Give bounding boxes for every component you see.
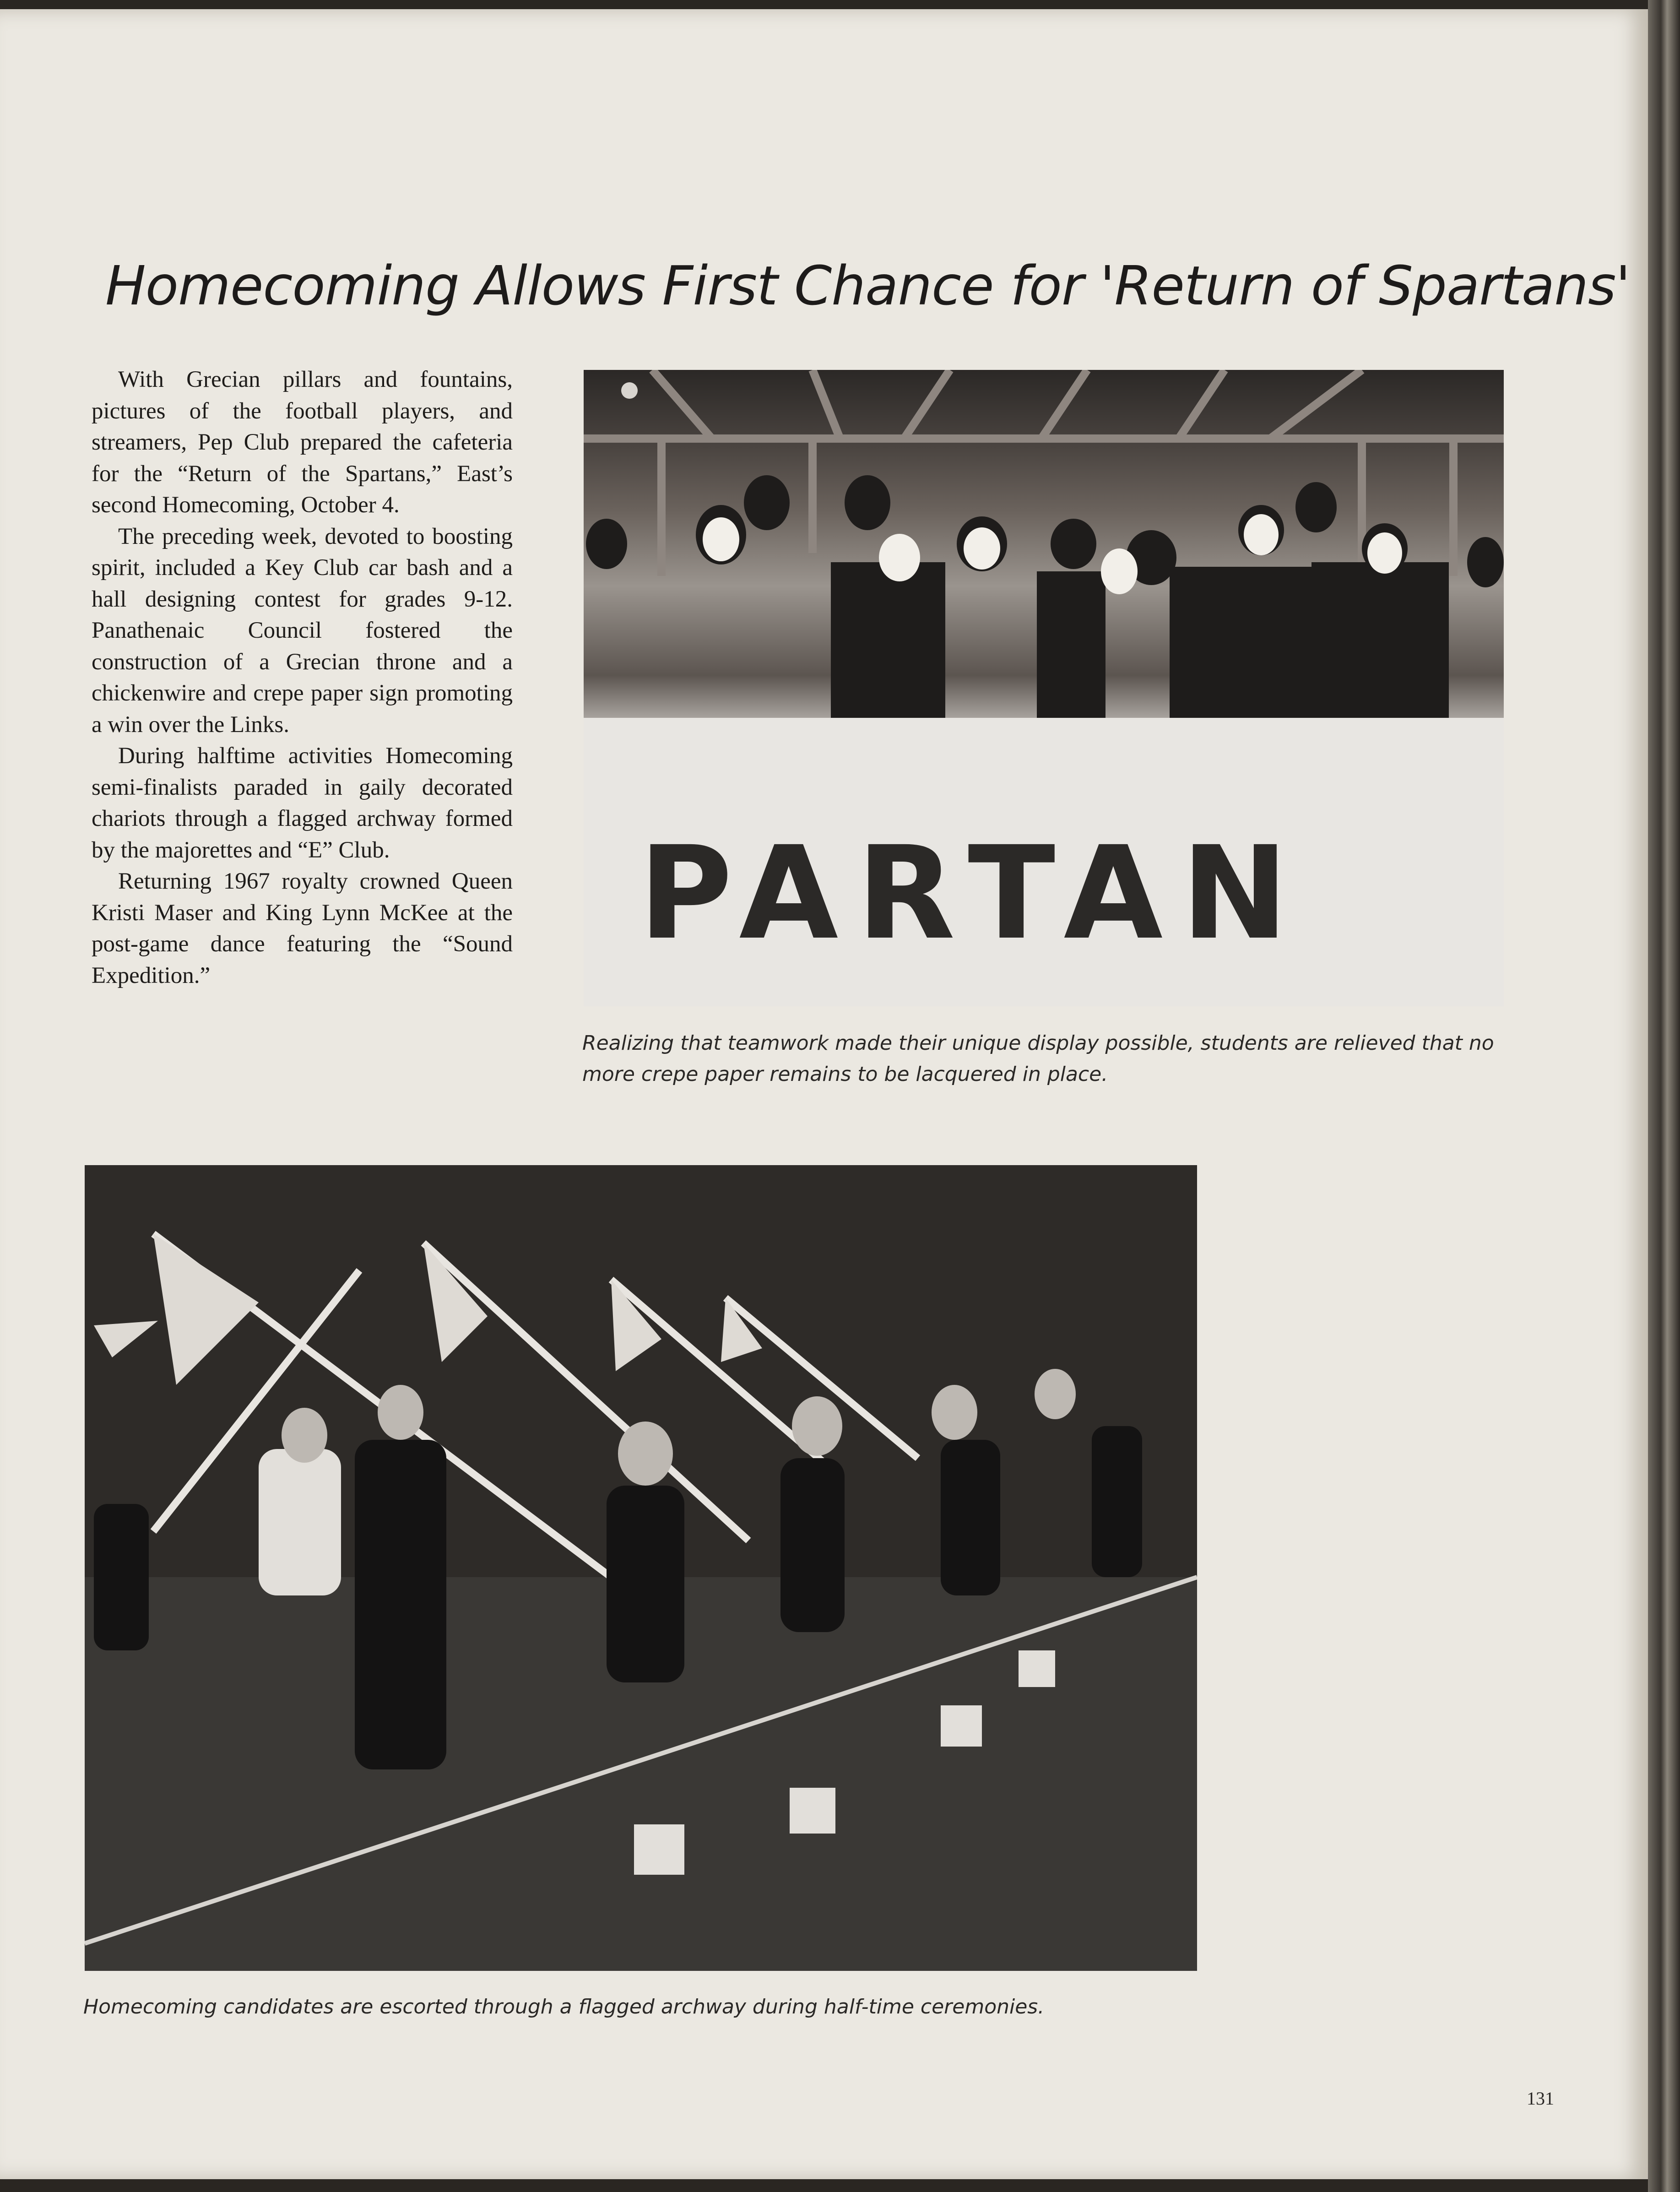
page-title: Homecoming Allows First Chance for 'Return of Spartans' xyxy=(105,254,1630,317)
article-paragraph: With Grecian pillars and fountains, pictures of the football players, and streamers, Pep Club prepared the cafeteria for the “Return of the Spartans,” East’s second Homecoming, October 4. xyxy=(92,367,513,518)
article-paragraph: The preceding week, devoted to boosting spirit, included a Key Club car bash and a hall designing contest for grades 9-12. Panathenaic Council fostered the construction of a Grecian throne and a chickenwire and crepe paper sign promoting a win over the Links. xyxy=(92,523,513,738)
article-paragraph: During halftime activities Homecoming semi-finalists paraded in gaily decorated chariots through a flagged archway formed by the majorettes and “E” Club. xyxy=(92,743,513,863)
page-number: 131 xyxy=(1527,2088,1554,2109)
photo2-caption: Homecoming candidates are escorted through a flagged archway during half-time ceremonies. xyxy=(83,1995,1045,2018)
field-illustration xyxy=(85,1165,1197,1971)
book-edge xyxy=(1648,0,1680,2192)
photo1-caption: Realizing that teamwork made their unique display possible, students are relieved that no more crepe paper remains to be lacquered in place. xyxy=(582,1031,1494,1086)
sign-lettering: PARTAN xyxy=(639,819,1307,968)
students-sign-illustration xyxy=(584,370,1504,1006)
students-sign-photo xyxy=(584,370,1504,1006)
article-body xyxy=(92,364,513,991)
article-paragraph: Returning 1967 royalty crowned Queen Kristi Maser and King Lynn McKee at the post-game dance featuring the “Sound Expedition.” xyxy=(92,868,513,988)
flagged-archway-photo xyxy=(85,1165,1197,1971)
